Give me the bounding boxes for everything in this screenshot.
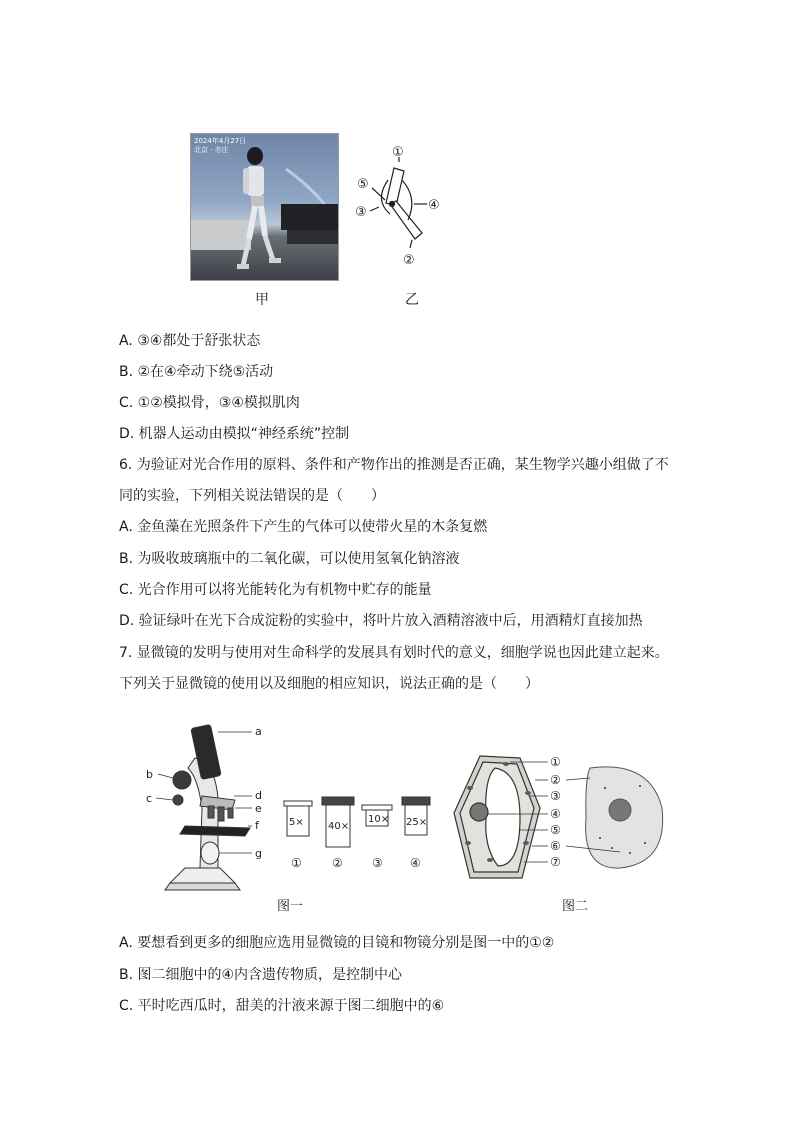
- marker-2: ②: [403, 253, 415, 268]
- lens-3-mag: 10×: [368, 814, 390, 825]
- lens-set: [282, 795, 437, 875]
- q7-stem-line2: 下列关于显微镜的使用以及细胞的相应知识，说法正确的是（ ）: [119, 676, 539, 692]
- cell-label-6: ⑥: [550, 839, 561, 853]
- figure-label-yi: 乙: [405, 292, 419, 308]
- part-label-c: c: [146, 792, 153, 805]
- part-label-e: e: [255, 802, 262, 815]
- joint-model-diagram: [352, 140, 452, 270]
- cell-label-1: ①: [550, 755, 561, 769]
- figure1-caption: 图一: [277, 899, 304, 914]
- q5-option-d: D. 机器人运动由模拟“神经系统”控制: [119, 426, 350, 442]
- cell-label-4: ④: [550, 807, 561, 821]
- part-label-g: g: [255, 847, 262, 860]
- q6-stem-line2: 同的实验，下列相关说法错误的是（ ）: [119, 488, 385, 504]
- figure-label-jia: 甲: [255, 292, 269, 308]
- part-label-a: a: [255, 725, 262, 738]
- figure2-caption: 图二: [562, 899, 589, 914]
- q7-stem-line1: 7. 显微镜的发明与使用对生命科学的发展具有划时代的意义，细胞学说也因此建立起来。: [119, 645, 669, 661]
- marker-5: ⑤: [357, 177, 369, 192]
- microscope-diagram: [140, 718, 275, 898]
- q7-option-c: C. 平时吃西瓜时，甜美的汁液来源于图二细胞中的⑥: [119, 998, 445, 1014]
- lens-4-mag: 25×: [406, 817, 428, 828]
- photo-caption-date: 2024年4月27日: [194, 137, 247, 145]
- q6-stem-line1: 6. 为验证对光合作用的原料、条件和产物作出的推测是否正确，某生物学兴趣小组做了不: [119, 457, 669, 473]
- q5-option-b: B. ②在④牵动下绕⑤活动: [119, 364, 274, 380]
- cell-label-5: ⑤: [550, 823, 561, 837]
- part-label-b: b: [146, 768, 153, 781]
- marker-1: ①: [392, 145, 404, 160]
- part-label-d: d: [255, 789, 262, 802]
- part-label-f: f: [255, 819, 259, 832]
- photo-caption-place: 北京 · 亦庄: [194, 146, 229, 154]
- q6-option-b: B. 为吸收玻璃瓶中的二氧化碳，可以使用氢氧化钠溶液: [119, 551, 460, 567]
- q6-option-a: A. 金鱼藻在光照条件下产生的气体可以使带火星的木条复燃: [119, 519, 488, 535]
- q7-option-b: B. 图二细胞中的④内含遗传物质，是控制中心: [119, 967, 403, 983]
- cell-label-7: ⑦: [550, 855, 561, 869]
- q6-option-d: D. 验证绿叶在光下合成淀粉的实验中，将叶片放入酒精溶液中后，用酒精灯直接加热: [119, 613, 643, 629]
- q7-option-a: A. 要想看到更多的细胞应选用显微镜的目镜和物镜分别是图一中的①②: [119, 935, 555, 951]
- q5-option-a: A. ③④都处于舒张状态: [119, 333, 261, 349]
- robot-photo: [190, 133, 339, 281]
- cell-label-3: ③: [550, 789, 561, 803]
- lens-2-mag: 40×: [328, 821, 350, 832]
- lens-2-num: ②: [332, 856, 343, 870]
- cell-label-2: ②: [550, 773, 561, 787]
- q6-option-c: C. 光合作用可以将光能转化为有机物中贮存的能量: [119, 582, 432, 598]
- lens-1-num: ①: [291, 856, 302, 870]
- lens-4-num: ④: [410, 856, 421, 870]
- marker-3: ③: [355, 205, 367, 220]
- lens-3-num: ③: [372, 856, 383, 870]
- lens-1-mag: 5×: [289, 817, 304, 828]
- q5-option-c: C. ①②模拟骨，③④模拟肌肉: [119, 395, 300, 411]
- robot-figure: [191, 134, 338, 280]
- marker-4: ④: [428, 198, 440, 213]
- cell-diagram: [440, 748, 680, 888]
